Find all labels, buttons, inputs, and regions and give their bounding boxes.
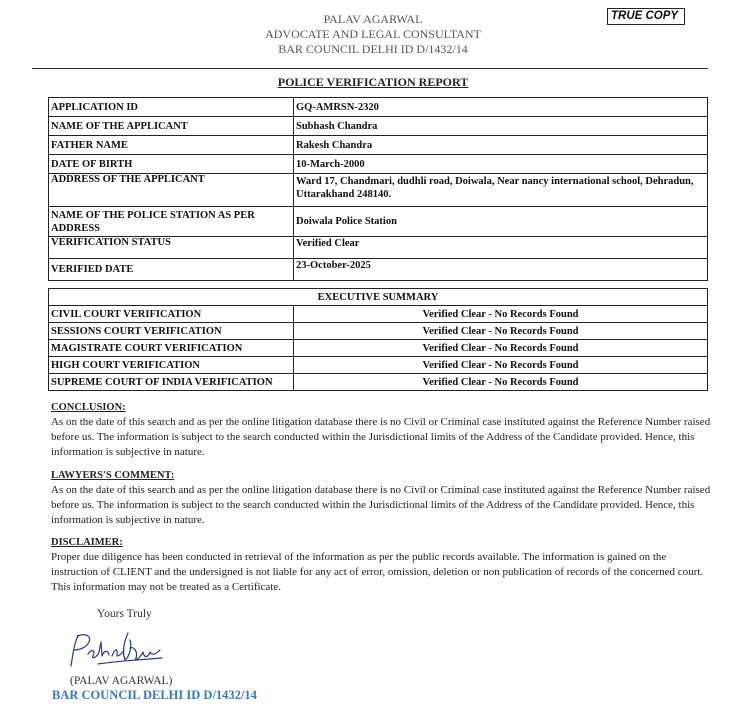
table-row: [49, 117, 708, 136]
row-value: Verified Clear - No Records Found: [294, 323, 708, 340]
table-row: [49, 323, 708, 340]
row-label: SESSIONS COURT VERIFICATION: [49, 323, 294, 340]
row-label: MAGISTRATE COURT VERIFICATION: [49, 340, 294, 357]
row-value: Verified Clear - No Records Found: [294, 306, 708, 323]
table-row: [49, 306, 708, 323]
row-value: Doiwala Police Station: [294, 207, 708, 237]
table-row: [49, 237, 708, 259]
row-value: Verified Clear - No Records Found: [294, 340, 708, 357]
disclaimer-text: Proper due diligence has been conducted in retrieval of the information as per the public records available. The information is gained on the instruction of CLIENT and the undersigned is not liable for any act of error, omission, deletion or non publication of records of the concerned court. This information may not be treated as a Certificate.: [51, 551, 704, 593]
table-header-row: [49, 289, 708, 306]
row-value: Verified Clear: [294, 237, 708, 259]
handwritten-signature: [68, 628, 168, 672]
row-label: APPLICATION ID: [49, 98, 294, 117]
conclusion-heading: CONCLUSION:: [51, 402, 126, 413]
table-row: [49, 259, 708, 281]
table-row: [49, 340, 708, 357]
row-value: Rakesh Chandra: [294, 136, 708, 155]
comment-text: As on the date of this search and as per the online litigation database there is no Civil or Criminal case instituted against the Reference Number raised before us. The information is subject to the search conducted within the Jurisdictional limits of the Address of the Candidate provided. Hence, this information is subjective in nature.: [51, 484, 711, 526]
table-row: [49, 357, 708, 374]
row-label: NAME OF THE POLICE STATION AS PER ADDRESS: [49, 207, 294, 237]
executive-summary-table: [48, 288, 708, 391]
row-label: ADDRESS OF THE APPLICANT: [49, 174, 294, 207]
report-title: POLICE VERIFICATION REPORT: [277, 75, 469, 89]
true-copy-stamp: TRUE COPY: [607, 8, 685, 25]
row-value: GQ-AMRSN-2320: [294, 98, 708, 117]
signatory-bar-id: BAR COUNCIL DELHI ID D/1432/14: [52, 688, 257, 702]
conclusion-text: As on the date of this search and as per the online litigation database there is no Civil or Criminal case instituted against the Reference Number raised before us. The information is subject to the search conducted within the Jurisdictional limits of the Address of the Candidate provided. Hence, this information is subjective in nature.: [51, 416, 711, 458]
row-label: HIGH COURT VERIFICATION: [49, 357, 294, 374]
row-label: FATHER NAME: [49, 136, 294, 155]
row-value: Verified Clear - No Records Found: [294, 357, 708, 374]
table-row: [49, 155, 708, 174]
disclaimer-section: [51, 535, 711, 595]
signatory-name: (PALAV AGARWAL): [70, 675, 173, 687]
comment-heading: LAWYERS'S COMMENT:: [51, 470, 175, 481]
row-label: CIVIL COURT VERIFICATION: [49, 306, 294, 323]
advocate-title: ADVOCATE AND LEGAL CONSULTANT: [265, 27, 481, 41]
advocate-name: PALAV AGARWAL: [323, 12, 423, 26]
table-row: [49, 98, 708, 117]
conclusion-section: [51, 400, 711, 460]
summary-heading: EXECUTIVE SUMMARY: [49, 289, 708, 306]
bar-council-id: BAR COUNCIL DELHI ID D/1432/14: [278, 42, 468, 56]
row-label: VERIFIED DATE: [49, 259, 294, 281]
row-value: Subhash Chandra: [294, 117, 708, 136]
row-label: SUPREME COURT OF INDIA VERIFICATION: [49, 374, 294, 391]
row-value: Ward 17, Chandmari, dudhli road, Doiwala, Near nancy international school, Dehradun, Uttarakhand 248140.: [294, 174, 708, 207]
row-label: DATE OF BIRTH: [49, 155, 294, 174]
details-table: [48, 97, 708, 281]
row-value: Verified Clear - No Records Found: [294, 374, 708, 391]
closing-text: Yours Truly: [97, 608, 152, 620]
row-value: 10-March-2000: [294, 155, 708, 174]
lawyers-comment-section: [51, 468, 711, 528]
table-row: [49, 374, 708, 391]
table-row: [49, 207, 708, 237]
table-row: [49, 174, 708, 207]
header-divider: [32, 68, 708, 69]
disclaimer-heading: DISCLAIMER:: [51, 537, 123, 548]
row-value: 23-October-2025: [294, 259, 708, 281]
table-row: [49, 136, 708, 155]
row-label: NAME OF THE APPLICANT: [49, 117, 294, 136]
row-label: VERIFICATION STATUS: [49, 237, 294, 259]
